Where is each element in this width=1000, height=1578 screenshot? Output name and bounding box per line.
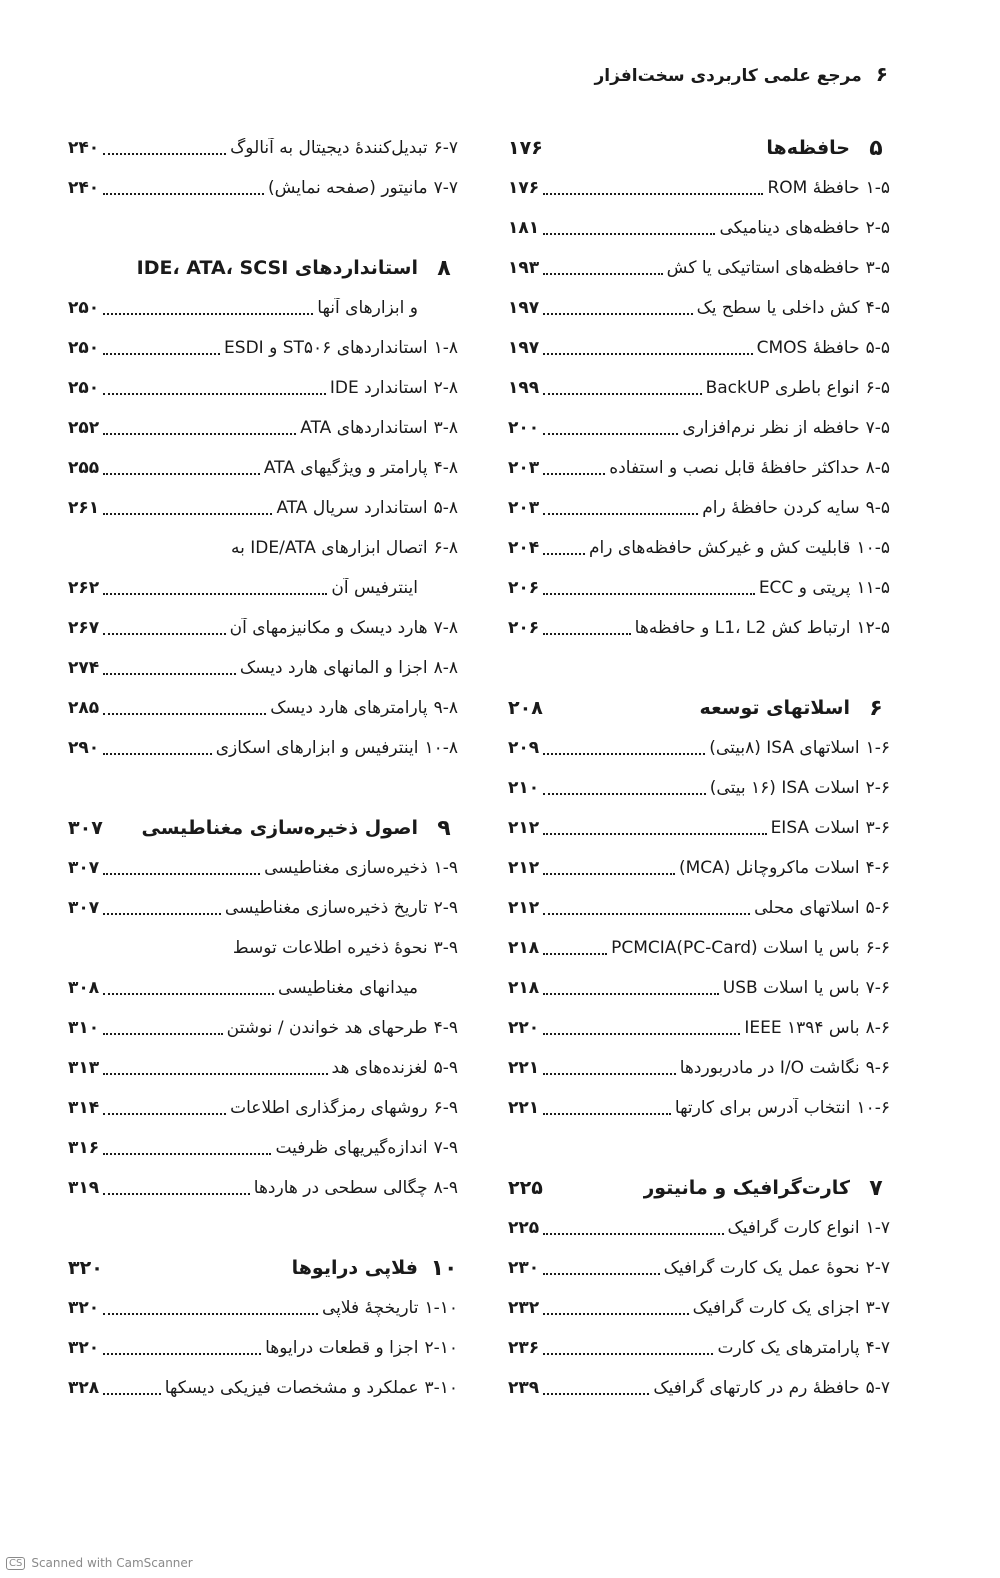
toc-entry xyxy=(68,1168,458,1208)
dot-leader xyxy=(543,1113,671,1115)
entry-title: روشهای رمزگذاری اطلاعات xyxy=(230,1098,428,1118)
chapter-number: ۱۰ xyxy=(430,1255,458,1281)
section-number: ۱۰-۵ xyxy=(856,538,890,558)
entry-title: کش داخلی یا سطح یک xyxy=(696,298,860,318)
dot-leader xyxy=(543,553,585,555)
entry-title: اسلاتهای محلی xyxy=(754,898,860,918)
toc-left-column xyxy=(68,128,458,1408)
section-number: ۱-۸ xyxy=(433,338,458,358)
toc-entry xyxy=(508,288,890,328)
entry-page-number: ۲۱۸ xyxy=(508,938,540,958)
entry-page-number: ۲۲۰ xyxy=(508,1018,540,1038)
dot-leader xyxy=(543,433,678,435)
entry-title: تبدیل‌کنندهٔ دیجیتال به آنالوگ xyxy=(230,138,428,158)
entry-title: اسلات ماکروچانل (MCA) xyxy=(678,858,860,878)
dot-leader xyxy=(103,153,226,155)
section-number: ۷-۸ xyxy=(433,618,458,638)
entry-title: حافظهٔ ROM xyxy=(767,178,860,198)
dot-leader xyxy=(103,993,274,995)
entry-title: پارامتر و ویژگیهای ATA xyxy=(263,458,428,478)
entry-page-number: ۳۲۰ xyxy=(68,1338,100,1358)
entry-page-number: ۱۹۷ xyxy=(508,298,540,318)
entry-title: پریتی و ECC xyxy=(758,578,851,598)
chapter-number: ۵ xyxy=(869,135,883,161)
dot-leader xyxy=(103,1033,222,1035)
toc-entry xyxy=(68,1368,458,1408)
dot-leader xyxy=(103,593,327,595)
entry-page-number: ۲۰۶ xyxy=(508,618,540,638)
toc-entry xyxy=(68,128,458,168)
entry-title: نگاشت I/O در مادربوردها xyxy=(679,1058,860,1078)
toc-entry xyxy=(508,848,890,888)
entry-page-number: ۲۴۰ xyxy=(68,138,100,158)
toc-entry xyxy=(508,248,890,288)
entry-page-number: ۳۰۸ xyxy=(68,978,100,998)
toc-entry xyxy=(508,208,890,248)
entry-title: باس یا اسلات USB xyxy=(722,978,860,998)
section-number: ۵-۸ xyxy=(433,498,458,518)
entry-page-number: ۲۶۲ xyxy=(68,578,100,598)
toc-entry xyxy=(68,1128,458,1168)
section-number: ۵-۹ xyxy=(433,1058,458,1078)
entry-page-number: ۲۳۰ xyxy=(508,1258,540,1278)
toc-entry xyxy=(508,168,890,208)
section-number: ۱۲-۵ xyxy=(856,618,890,638)
entry-title: نحوهٔ ذخیره اطلاعات توسط xyxy=(232,938,428,958)
entry-page-number: ۳۱۰ xyxy=(68,1018,100,1038)
toc-entry xyxy=(68,1048,458,1088)
toc-entry xyxy=(68,168,458,208)
entry-title: ارتباط کش L1، L2 و حافظه‌ها xyxy=(634,618,851,638)
section-number: ۱۰-۸ xyxy=(424,738,458,758)
toc-entry xyxy=(68,528,458,568)
chapter-page-number: ۲۲۵ xyxy=(508,1177,543,1199)
dot-leader xyxy=(543,473,605,475)
toc-entry xyxy=(508,328,890,368)
entry-page-number: ۲۰۶ xyxy=(508,578,540,598)
section-number: ۲-۹ xyxy=(433,898,458,918)
dot-leader xyxy=(543,393,701,395)
chapter-page-number: ۱۷۶ xyxy=(508,137,543,159)
chapter-title: فلاپی درایوها xyxy=(291,1257,418,1279)
entry-title: لغزنده‌های هد xyxy=(331,1058,428,1078)
toc-entry xyxy=(68,448,458,488)
entry-title: حافظه‌های دینامیکی xyxy=(719,218,860,238)
section-number: ۸-۵ xyxy=(865,458,890,478)
entry-page-number: ۲۹۰ xyxy=(68,738,100,758)
dot-leader xyxy=(543,793,706,795)
toc-entry-continuation xyxy=(68,288,458,328)
dot-leader xyxy=(103,1313,318,1315)
entry-title: اینترفیس آن xyxy=(331,578,418,598)
dot-leader xyxy=(543,953,607,955)
toc-entry-continuation xyxy=(68,968,458,1008)
chapter-title: کارت‌گرافیک و مانیتور xyxy=(643,1177,850,1199)
entry-page-number: ۲۲۱ xyxy=(508,1098,540,1118)
entry-title: هارد دیسک و مکانیزمهای آن xyxy=(229,618,428,638)
chapter-title: استانداردهای IDE، ATA، SCSI xyxy=(136,257,418,279)
toc-entry xyxy=(508,768,890,808)
dot-leader xyxy=(103,313,313,315)
entry-page-number: ۳۱۶ xyxy=(68,1138,100,1158)
entry-title: و ابزارهای آنها xyxy=(317,298,418,318)
section-number: ۷-۷ xyxy=(433,178,458,198)
toc-entry xyxy=(508,408,890,448)
dot-leader xyxy=(103,473,260,475)
section-number: ۸-۶ xyxy=(865,1018,890,1038)
chapter-title: اسلاتهای توسعه xyxy=(699,697,850,719)
dot-leader xyxy=(103,753,212,755)
section-number: ۳-۶ xyxy=(865,818,890,838)
page-header xyxy=(594,62,888,86)
entry-page-number: ۲۳۲ xyxy=(508,1298,540,1318)
section-number: ۱-۵ xyxy=(865,178,890,198)
entry-page-number: ۲۲۱ xyxy=(508,1058,540,1078)
dot-leader xyxy=(103,1393,161,1395)
toc-entry xyxy=(68,1328,458,1368)
section-number: ۴-۹ xyxy=(433,1018,458,1038)
dot-leader xyxy=(103,673,236,675)
dot-leader xyxy=(543,1313,688,1315)
section-number: ۱-۱۰ xyxy=(424,1298,458,1318)
toc-entry xyxy=(508,568,890,608)
entry-title: حافظه از نظر نرم‌افزاری xyxy=(682,418,860,438)
entry-title: نحوهٔ عمل یک کارت گرافیک xyxy=(663,1258,860,1278)
section-gap xyxy=(68,1208,458,1248)
section-number: ۲-۵ xyxy=(865,218,890,238)
toc-entry xyxy=(508,728,890,768)
section-number: ۷-۹ xyxy=(433,1138,458,1158)
toc-entry xyxy=(508,968,890,1008)
entry-title: میدانهای مغناطیسی xyxy=(278,978,418,998)
toc-entry-continuation xyxy=(68,568,458,608)
entry-page-number: ۲۶۱ xyxy=(68,498,100,518)
entry-page-number: ۲۷۴ xyxy=(68,658,100,678)
dot-leader xyxy=(103,433,296,435)
entry-title: مانیتور (صفحه نمایش) xyxy=(267,178,428,198)
entry-title: انواع کارت گرافیک xyxy=(727,1218,860,1238)
toc-entry xyxy=(68,608,458,648)
entry-page-number: ۲۰۳ xyxy=(508,498,540,518)
toc-entry xyxy=(68,328,458,368)
section-number: ۵-۵ xyxy=(865,338,890,358)
entry-page-number: ۲۴۰ xyxy=(68,178,100,198)
toc-entry xyxy=(68,1008,458,1048)
section-number: ۳-۹ xyxy=(433,938,458,958)
entry-page-number: ۲۱۰ xyxy=(508,778,540,798)
dot-leader xyxy=(543,633,631,635)
section-number: ۵-۷ xyxy=(865,1378,890,1398)
dot-leader xyxy=(103,193,264,195)
entry-title: استانداردهای ST۵۰۶ و ESDI xyxy=(224,338,428,358)
entry-title: استاندارد IDE xyxy=(329,378,428,398)
section-gap xyxy=(508,648,890,688)
dot-leader xyxy=(543,593,755,595)
toc-entry xyxy=(508,528,890,568)
dot-leader xyxy=(103,633,225,635)
section-number: ۳-۵ xyxy=(865,258,890,278)
section-number: ۶-۵ xyxy=(865,378,890,398)
entry-page-number: ۱۹۷ xyxy=(508,338,540,358)
toc-entry xyxy=(68,688,458,728)
dot-leader xyxy=(103,873,260,875)
entry-title: انتخاب آدرس برای کارتها xyxy=(674,1098,851,1118)
entry-page-number: ۲۱۲ xyxy=(508,898,540,918)
dot-leader xyxy=(543,1033,740,1035)
entry-title: باس IEEE ۱۳۹۴ xyxy=(744,1018,860,1038)
entry-page-number: ۲۵۰ xyxy=(68,338,100,358)
chapter-number: ۹ xyxy=(437,815,451,841)
toc-entry xyxy=(508,1288,890,1328)
dot-leader xyxy=(543,833,766,835)
entry-title: اسلات EISA xyxy=(770,818,860,838)
toc-entry xyxy=(508,1088,890,1128)
entry-title: اینترفیس و ابزارهای اسکازی xyxy=(215,738,419,758)
entry-title: اجزا و المانهای هارد دیسک xyxy=(239,658,428,678)
toc-entry xyxy=(508,888,890,928)
entry-title: استانداردهای ATA xyxy=(300,418,428,438)
chapter-heading xyxy=(68,808,458,848)
dot-leader xyxy=(103,913,221,915)
chapter-title: حافظه‌ها xyxy=(766,137,850,159)
entry-title: حداکثر حافظهٔ قابل نصب و استفاده xyxy=(609,458,860,478)
toc-entry xyxy=(508,808,890,848)
entry-page-number: ۲۰۳ xyxy=(508,458,540,478)
section-number: ۱-۷ xyxy=(865,1218,890,1238)
entry-title: باس یا اسلات PCMCIA(PC-Card) xyxy=(611,938,860,958)
chapter-number: ۸ xyxy=(437,255,451,281)
entry-page-number: ۲۱۸ xyxy=(508,978,540,998)
section-number: ۳-۱۰ xyxy=(424,1378,458,1398)
entry-title: حافظهٔ رم در کارتهای گرافیک xyxy=(653,1378,860,1398)
section-number: ۶-۹ xyxy=(433,1098,458,1118)
entry-title: تاریخچهٔ فلاپی xyxy=(321,1298,419,1318)
dot-leader xyxy=(103,513,272,515)
entry-page-number: ۳۲۰ xyxy=(68,1298,100,1318)
dot-leader xyxy=(543,1393,649,1395)
entry-title: استاندارد سریال ATA xyxy=(276,498,428,518)
section-number: ۴-۶ xyxy=(865,858,890,878)
toc-entry xyxy=(68,1088,458,1128)
entry-page-number: ۳۰۷ xyxy=(68,898,100,918)
section-number: ۸-۹ xyxy=(433,1178,458,1198)
toc-entry xyxy=(508,1208,890,1248)
section-number: ۶-۷ xyxy=(433,138,458,158)
entry-page-number: ۳۱۹ xyxy=(68,1178,100,1198)
section-number: ۲-۱۰ xyxy=(424,1338,458,1358)
section-number: ۴-۸ xyxy=(433,458,458,478)
dot-leader xyxy=(103,1113,226,1115)
chapter-heading xyxy=(508,688,890,728)
dot-leader xyxy=(543,313,692,315)
entry-title: چگالی سطحی در هاردها xyxy=(253,1178,428,1198)
entry-title: اسلاتهای ISA (۸بیتی) xyxy=(709,738,860,758)
entry-page-number: ۱۹۹ xyxy=(508,378,540,398)
entry-page-number: ۲۰۹ xyxy=(508,738,540,758)
entry-page-number: ۲۰۴ xyxy=(508,538,540,558)
entry-title: پارامترهای هارد دیسک xyxy=(270,698,428,718)
entry-page-number: ۲۵۵ xyxy=(68,458,100,478)
dot-leader xyxy=(103,713,266,715)
chapter-heading xyxy=(508,1168,890,1208)
dot-leader xyxy=(543,353,752,355)
entry-title: اندازه‌گیریهای ظرفیت xyxy=(275,1138,428,1158)
toc-entry xyxy=(68,888,458,928)
section-number: ۸-۸ xyxy=(433,658,458,678)
section-number: ۵-۶ xyxy=(865,898,890,918)
entry-page-number: ۲۰۰ xyxy=(508,418,540,438)
dot-leader xyxy=(103,1193,250,1195)
dot-leader xyxy=(543,273,663,275)
entry-page-number: ۲۵۲ xyxy=(68,418,100,438)
chapter-page-number: ۲۰۸ xyxy=(508,697,543,719)
toc-entry xyxy=(68,408,458,448)
toc-right-column xyxy=(508,128,890,1408)
section-number: ۹-۶ xyxy=(865,1058,890,1078)
entry-page-number: ۱۹۳ xyxy=(508,258,540,278)
chapter-number: ۷ xyxy=(869,1175,883,1201)
book-title: مرجع علمی کاربردی سخت‌افزار xyxy=(594,66,862,86)
section-number: ۷-۶ xyxy=(865,978,890,998)
entry-title: طرحهای هد خواندن / نوشتن xyxy=(226,1018,428,1038)
scanner-text: Scanned with CamScanner xyxy=(31,1556,193,1570)
section-number: ۷-۵ xyxy=(865,418,890,438)
section-gap xyxy=(508,1128,890,1168)
dot-leader xyxy=(543,1073,676,1075)
section-number: ۳-۷ xyxy=(865,1298,890,1318)
toc-entry xyxy=(68,648,458,688)
entry-page-number: ۱۸۱ xyxy=(508,218,540,238)
entry-title: حافظهٔ CMOS xyxy=(756,338,860,358)
section-number: ۱-۶ xyxy=(865,738,890,758)
toc-entry xyxy=(508,1368,890,1408)
entry-title: حافظه‌های استاتیکی یا کش xyxy=(666,258,860,278)
dot-leader xyxy=(543,1353,713,1355)
entry-page-number: ۲۱۲ xyxy=(508,818,540,838)
dot-leader xyxy=(543,513,698,515)
dot-leader xyxy=(543,913,750,915)
section-number: ۱-۹ xyxy=(433,858,458,878)
dot-leader xyxy=(543,1233,723,1235)
entry-page-number: ۱۷۶ xyxy=(508,178,540,198)
entry-page-number: ۲۲۵ xyxy=(508,1218,540,1238)
section-number: ۶-۶ xyxy=(865,938,890,958)
dot-leader xyxy=(543,1273,659,1275)
entry-title: عملکرد و مشخصات فیزیکی دیسکها xyxy=(164,1378,419,1398)
entry-title: اسلات ISA (۱۶ بیتی) xyxy=(709,778,860,798)
dot-leader xyxy=(103,1353,261,1355)
toc-entry xyxy=(508,448,890,488)
entry-page-number: ۳۲۸ xyxy=(68,1378,100,1398)
entry-page-number: ۲۳۶ xyxy=(508,1338,540,1358)
section-number: ۹-۵ xyxy=(865,498,890,518)
toc-entry xyxy=(68,1288,458,1328)
entry-title: انواع باطری BackUP xyxy=(705,378,860,398)
section-number: ۲-۸ xyxy=(433,378,458,398)
entry-page-number: ۲۵۰ xyxy=(68,298,100,318)
dot-leader xyxy=(103,393,326,395)
section-number: ۳-۸ xyxy=(433,418,458,438)
entry-page-number: ۳۰۷ xyxy=(68,858,100,878)
chapter-title: اصول ذخیره‌سازی مغناطیسی xyxy=(141,817,418,839)
section-number: ۲-۶ xyxy=(865,778,890,798)
entry-title: اجزای یک کارت گرافیک xyxy=(692,1298,860,1318)
entry-page-number: ۲۸۵ xyxy=(68,698,100,718)
entry-page-number: ۳۱۴ xyxy=(68,1098,100,1118)
chapter-number: ۶ xyxy=(869,695,883,721)
dot-leader xyxy=(103,353,220,355)
chapter-page-number: ۳۰۷ xyxy=(68,817,103,839)
dot-leader xyxy=(543,193,763,195)
section-number: ۱۱-۵ xyxy=(856,578,890,598)
dot-leader xyxy=(543,753,705,755)
dot-leader xyxy=(543,873,675,875)
chapter-heading xyxy=(68,1248,458,1288)
entry-page-number: ۳۱۳ xyxy=(68,1058,100,1078)
section-number: ۹-۸ xyxy=(433,698,458,718)
camscanner-logo: CS xyxy=(6,1557,25,1570)
entry-title: قابلیت کش و غیرکش حافظه‌های رام xyxy=(589,538,851,558)
toc-entry xyxy=(508,368,890,408)
toc-entry xyxy=(68,368,458,408)
entry-page-number: ۲۶۷ xyxy=(68,618,100,638)
section-number: ۲-۷ xyxy=(865,1258,890,1278)
entry-title: اجزا و قطعات درایوها xyxy=(265,1338,419,1358)
toc-entry xyxy=(68,848,458,888)
toc-entry xyxy=(508,1328,890,1368)
entry-page-number: ۲۱۲ xyxy=(508,858,540,878)
section-number: ۴-۵ xyxy=(865,298,890,318)
dot-leader xyxy=(543,993,719,995)
chapter-heading xyxy=(68,248,458,288)
entry-title: اتصال ابزارهای IDE/ATA به xyxy=(231,538,428,558)
section-gap xyxy=(68,208,458,248)
toc-entry xyxy=(508,928,890,968)
section-number: ۴-۷ xyxy=(865,1338,890,1358)
section-number: ۱۰-۶ xyxy=(856,1098,890,1118)
toc-entry xyxy=(508,1048,890,1088)
toc-entry xyxy=(68,928,458,968)
dot-leader xyxy=(103,1073,327,1075)
page-number: ۶ xyxy=(875,62,888,86)
entry-title: ذخیره‌سازی مغناطیسی xyxy=(264,858,428,878)
chapter-heading xyxy=(508,128,890,168)
chapter-page-number: ۳۲۰ xyxy=(68,1257,103,1279)
toc-entry xyxy=(508,488,890,528)
entry-title: سایه کردن حافظهٔ رام xyxy=(702,498,860,518)
toc-entry xyxy=(68,488,458,528)
toc-entry xyxy=(68,728,458,768)
section-gap xyxy=(68,768,458,808)
entry-title: تاریخ ذخیره‌سازی مغناطیسی xyxy=(224,898,428,918)
entry-page-number: ۲۵۰ xyxy=(68,378,100,398)
section-number: ۶-۸ xyxy=(433,538,458,558)
scanner-watermark xyxy=(6,1556,193,1570)
toc-entry xyxy=(508,1248,890,1288)
toc-entry xyxy=(508,608,890,648)
entry-page-number: ۲۳۹ xyxy=(508,1378,540,1398)
entry-title: پارامترهای یک کارت xyxy=(717,1338,860,1358)
toc-entry xyxy=(508,1008,890,1048)
dot-leader xyxy=(103,1153,271,1155)
dot-leader xyxy=(543,233,715,235)
